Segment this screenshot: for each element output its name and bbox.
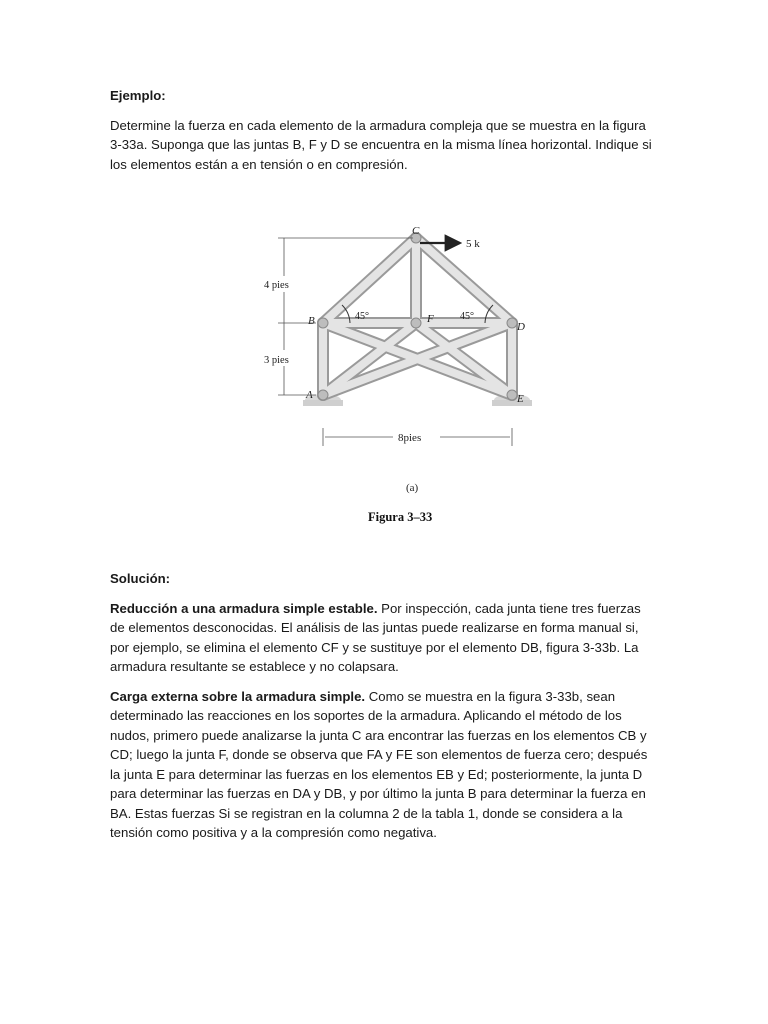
paragraph-1-body: Por inspección, cada junta tiene tres fuerzas de elementos desconocidas. El análisis de las juntas puede realizarse en forma manual si, por ejemplo, se elimina el elemento CF y se sustituye por el elemento DB, figura 3-33b. La armadura resultante se establece y no colapsara. xyxy=(110,600,641,674)
label-b: B xyxy=(308,315,315,327)
document-body xyxy=(110,86,658,184)
figure-subcaption: (a) xyxy=(406,482,419,494)
example-heading: Ejemplo: xyxy=(110,88,166,103)
joint-e xyxy=(507,390,517,400)
dim-label-top: 4 pies xyxy=(264,280,289,291)
problem-text: Determine la fuerza en cada elemento de la armadura compleja que se muestra en la figura 3-33a. Suponga que las juntas B, F y D se encuentra en la misma línea horizontal. Indique si los elementos están a en tensión o en compresión. xyxy=(110,117,652,172)
truss-figure xyxy=(228,188,558,533)
label-d: D xyxy=(517,321,525,333)
paragraph-1-lead: Reducción a una armadura simple estable. xyxy=(110,600,378,616)
label-f: F xyxy=(427,313,434,325)
dim-label-bottom: 3 pies xyxy=(264,355,289,366)
joint-f xyxy=(411,318,421,328)
label-a: A xyxy=(306,389,313,401)
solution-paragraph-1 xyxy=(110,599,658,677)
figure-caption: Figura 3–33 xyxy=(368,510,433,524)
truss-diagram xyxy=(228,188,558,533)
paragraph-2-lead: Carga externa sobre la armadura simple. xyxy=(110,688,366,704)
joint-d xyxy=(507,318,517,328)
label-e: E xyxy=(517,393,524,405)
solution-paragraph-2 xyxy=(110,687,658,843)
dim-label-width: 8pies xyxy=(398,432,422,444)
joint-a xyxy=(318,390,328,400)
joint-b xyxy=(318,318,328,328)
solution-heading: Solución: xyxy=(110,571,171,586)
angle-label-left: 45° xyxy=(355,311,369,322)
solution-section xyxy=(110,569,658,853)
paragraph-2-body: Como se muestra en la figura 3-33b, sean determinado las reacciones en los soportes de la armadura. Aplicando el método de los nudos, primero puede analizarse la junta C ara encontrar las fuerzas en los elementos CB y CD; luego la junta F, donde se observa que FA y FE son elementos de fuerza cero; después la junta E para determinar las fuerzas en los elementos EB y Ed; posteriormente, la junta D para determinar las fuerzas en DA y DB, y por último la junta B para determinar la fuerza en BA. Estas fuerzas Si se registran en la columna 2 de la tabla 1, donde se considera a la tensión como positiva y a la compresión como negativa. xyxy=(110,688,648,840)
angle-label-right: 45° xyxy=(460,311,474,322)
load-label: 5 k xyxy=(466,238,480,250)
label-c: C xyxy=(412,225,420,237)
